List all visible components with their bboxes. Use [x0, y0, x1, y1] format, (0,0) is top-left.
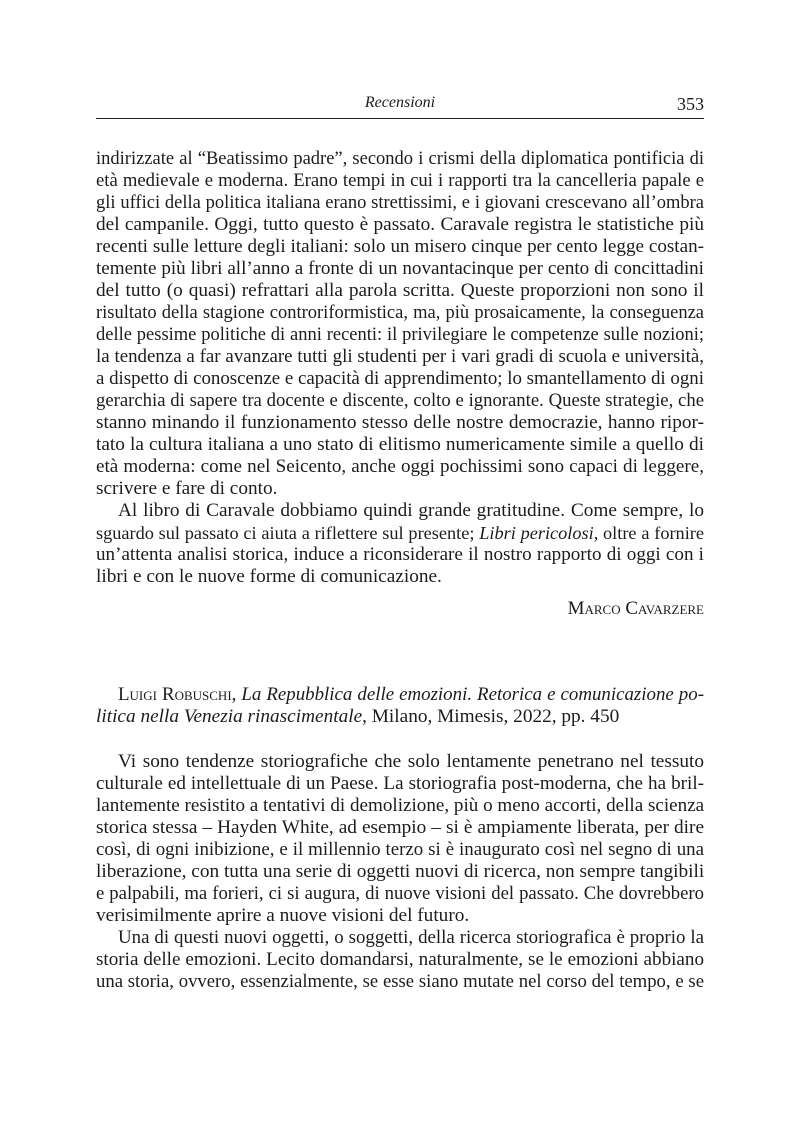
text-line: la tendenza a far avanzare tutti gli studenti per i vari gradi di scuola e università,	[96, 346, 704, 367]
text-line: scrivere e fare di conto.	[96, 478, 278, 499]
text-line: indirizzate al “Beatissimo padre”, secondo i crismi della diplomatica pontificia di	[96, 149, 704, 169]
book-title: Libri pericolosi	[479, 523, 594, 543]
review-2-text	[96, 751, 704, 993]
text-line: età medievale e moderna. Erano tempi in cui i rapporti tra la cancelleria papale e	[96, 170, 704, 191]
book-title: La Repubblica delle emozioni. Retorica e comunicazione po-	[241, 684, 704, 705]
text-line: del campanile. Oggi, tutto questo è passato. Caravale registra le statistiche più	[96, 214, 704, 235]
text-line: libri e con le nuove forme di comunicazione.	[96, 566, 442, 587]
text-line: un’attenta analisi storica, induce a riconsiderare il nostro rapporto di oggi con i	[96, 544, 704, 565]
text-line: tato la cultura italiana a uno stato di elitismo numericamente simile a quello di	[96, 434, 704, 455]
book-title: litica nella Venezia rinascimentale	[96, 706, 363, 727]
text-line: a dispetto di conoscenze e capacità di apprendimento; lo smantellamento di ogni	[96, 368, 704, 389]
text-line: storica stessa – Hayden White, ad esempio – si è ampiamente liberata, per dire	[96, 817, 704, 838]
text-line: liberazione, con tutta una serie di oggetti nuovi di ricerca, non sempre tangibili	[96, 861, 705, 882]
text-line: così, di ogni inibizione, e il millennio terzo si è inaugurato così nel segno di una	[96, 839, 704, 860]
text-line: storia delle emozioni. Lecito domandarsi, naturalmente, se le emozioni abbiano	[96, 949, 704, 970]
text-line: stanno minando il funzionamento stesso delle nostre democrazie, hanno ripor-	[96, 412, 704, 433]
text-line: Vi sono tendenze storiografiche che solo lentamente penetrano nel tessuto	[118, 751, 704, 772]
text-line: del tutto (o quasi) refrattari alla parola scritta. Queste proporzioni non sono il	[96, 280, 704, 301]
separator: ,	[231, 684, 242, 705]
text-line: gli uffici della politica italiana erano strettissimi, e i giovani crescevano all’ombra	[96, 193, 704, 213]
page-number: 353	[677, 94, 704, 114]
author-name: Luigi Robuschi	[118, 684, 232, 705]
text-line: gerarchia di sapere tra docente e discente, colto e ignorante. Queste strategie, che	[96, 390, 704, 411]
text-line: Una di questi nuovi oggetti, o soggetti, della ricerca storiografica è proprio la	[118, 927, 704, 948]
text-line	[96, 522, 704, 544]
text-line: età moderna: come nel Seicento, anche oggi pochissimi sono capaci di leggere,	[96, 456, 704, 477]
text-line: delle pessime politiche di anni recenti: il privilegiare le competenze sulle nozioni;	[96, 325, 704, 345]
text-line: recenti sulle letture degli italiani: solo un misero cinque per cento legge costan-	[96, 236, 704, 257]
text-run: sguardo sul passato ci aiuta a riflettere sul presente;	[96, 523, 480, 543]
reviewer-signature: Marco Cavarzere	[567, 598, 704, 619]
publication-info: , Milano, Mimesis, 2022, pp. 450	[362, 706, 620, 727]
text-line: risultato della stagione controriformistica, ma, più prosaicamente, la conseguenza	[96, 303, 704, 323]
heading-line	[96, 706, 704, 728]
running-header	[96, 94, 704, 119]
text-line: verisimilmente aprire a nuove visioni del futuro.	[96, 905, 470, 926]
section-title: Recensioni	[364, 94, 436, 111]
text-line: culturale ed intellettuale di un Paese. La storiografia post-moderna, che ha bril-	[96, 773, 704, 794]
text-run: , oltre a fornire	[593, 523, 704, 543]
heading-line	[96, 684, 704, 706]
text-line: e palpabili, ma forieri, ci si augura, di nuove visioni del passato. Che dovrebbero	[96, 883, 704, 904]
review-2-heading	[96, 684, 704, 728]
text-line: lantemente resistito a tentativi di demolizione, più o meno accorti, della scienza	[96, 795, 705, 816]
review-1-text	[96, 148, 704, 588]
text-line: una storia, ovvero, essenzialmente, se esse siano mutate nel corso del tempo, e se	[96, 971, 704, 992]
text-line: Al libro di Caravale dobbiamo quindi grande gratitudine. Come sempre, lo	[118, 500, 704, 521]
text-line: temente più libri all’anno a fronte di un novantacinque per cento di concittadini	[96, 258, 704, 279]
